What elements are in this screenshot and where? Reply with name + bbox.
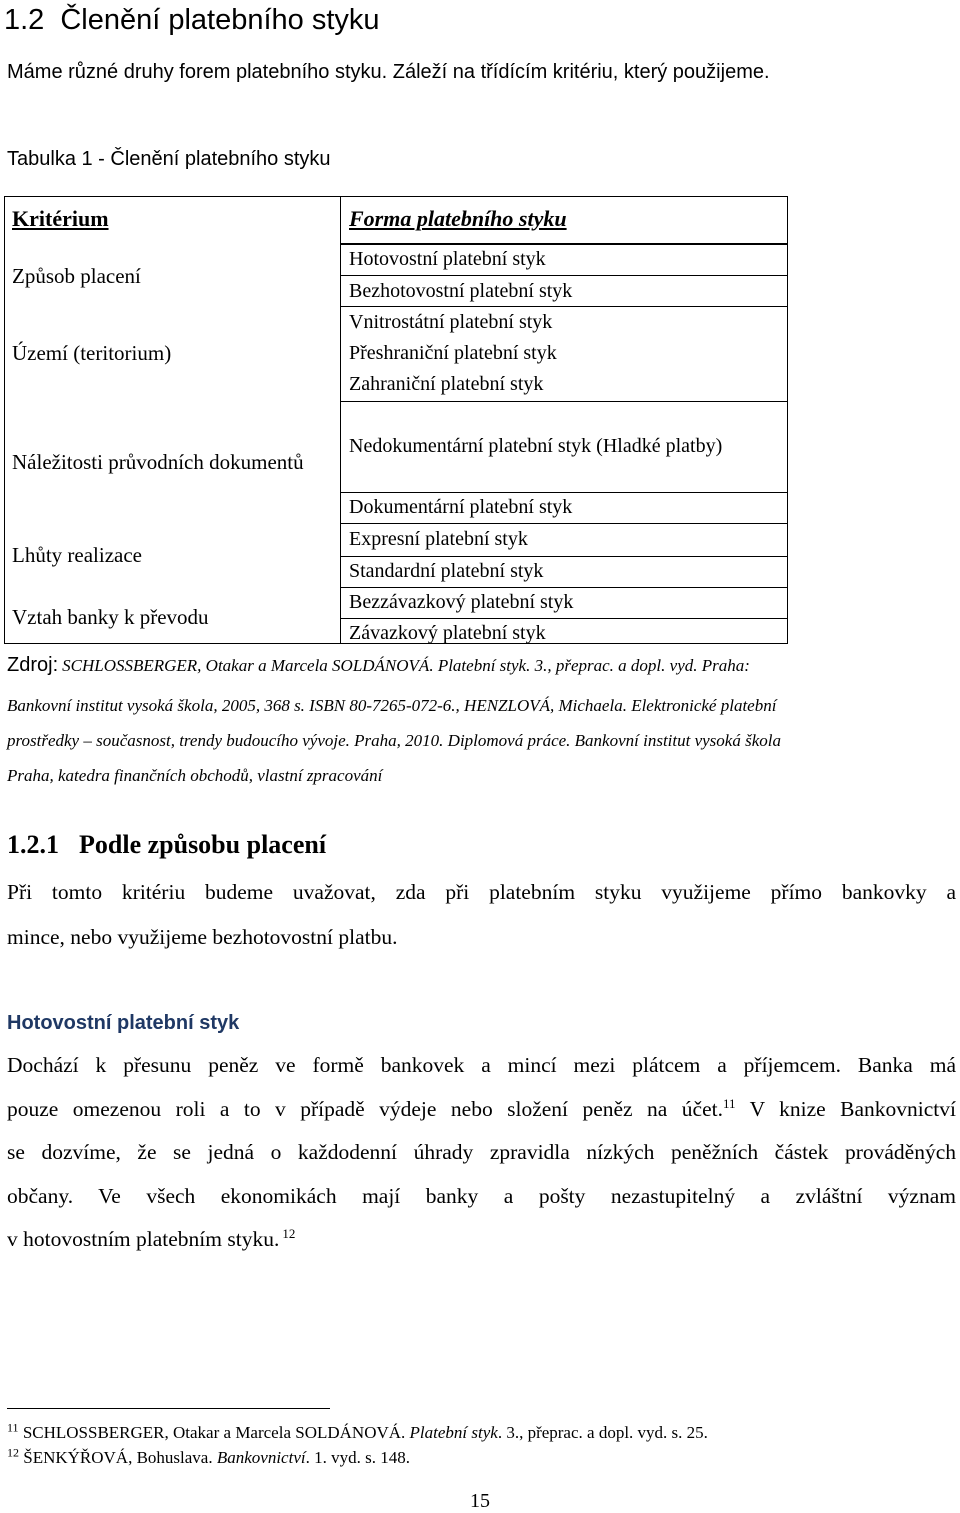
- source-label: Zdroj:: [7, 654, 59, 676]
- criteria-header: Kritérium: [12, 206, 109, 231]
- footnote-ref-11[interactable]: 11: [722, 1095, 736, 1111]
- cash-para-line-5: v hotovostním platebním styku. $^{12}$: [7, 1225, 296, 1251]
- form-bezzavazkovy: Bezzávazkový platební styk: [349, 591, 574, 613]
- section-heading: [4, 4, 380, 37]
- form-bezhotovostni: Bezhotovostní platební styk: [349, 280, 573, 302]
- criterion-uzemi: Území (teritorium): [12, 341, 172, 365]
- source-text-3: prostředky – současnost, trendy budoucího vývoje. Praha, 2010. Diplomová práce. Bankovní institut vysoká škola: [7, 731, 781, 750]
- cash-para-line-1: Dochází k přesunu peněz ve formě bankovek a mincí mezi plátcem a příjemcem. Banka má: [7, 1053, 956, 1077]
- footnote-number: 12: [7, 1445, 19, 1460]
- footnote-11: $^{11}$ SCHLOSSBERGER, Otakar a Marcela SOLDÁNOVÁ. Platební styk. 3., přeprac. a dopl. vyd. s. 25.: [7, 1420, 708, 1442]
- subsection-number: 1.2.1: [7, 830, 59, 859]
- footnote-12: $^{12}$ ŠENKÝŘOVÁ, Bohuslava. Bankovnictví. 1. vyd. s. 148.: [7, 1445, 410, 1467]
- criterion-zpusob-placeni: Způsob placení: [12, 264, 141, 288]
- subsection-title: Podle způsobu placení: [79, 830, 327, 859]
- section-title: Členění platebního styku: [60, 4, 380, 36]
- forms-header: Forma platebního styku: [349, 206, 567, 231]
- section-number: 1.2: [4, 4, 45, 36]
- cash-heading: Hotovostní platební styk: [7, 1012, 240, 1034]
- cash-para-line-4: občany. Ve všech ekonomikách mají banky a pošty nezastupitelný a zvláštní význam: [7, 1184, 956, 1208]
- cash-para-line-2: pouze omezenou roli a to v případě výdeje nebo složení peněz na účet.$^{11}$ V knize Bankovnictví: [7, 1095, 957, 1121]
- footnote-title: Bankovnictví: [216, 1448, 306, 1467]
- footnote-title: Platební styk: [409, 1423, 498, 1442]
- form-zahranicni: Zahraniční platební styk: [349, 373, 544, 395]
- form-vnitrostatni: Vnitrostátní platební styk: [349, 311, 553, 333]
- form-standardni: Standardní platební styk: [349, 560, 544, 582]
- cash-para-line-3: se dozvíme, že se jedná o každodenní úhrady zpravidla nízkých peněžních částek prováděných: [7, 1140, 956, 1164]
- footnote-number: 11: [7, 1420, 19, 1435]
- footnote-ref-12[interactable]: 12: [282, 1225, 296, 1241]
- footnote-separator: [7, 1408, 330, 1409]
- intro-text: Máme různé druhy forem platebního styku. Záleží na třídícím kritériu, který použijeme.: [7, 61, 770, 83]
- form-nedokumentarni: Nedokumentární platební styk (Hladké platby): [349, 435, 723, 457]
- form-preshranicni: Přeshraniční platební styk: [349, 342, 557, 364]
- source-line-1: [7, 654, 955, 677]
- source-text-4: Praha, katedra finančních obchodů, vlastní zpracování: [7, 766, 383, 785]
- page-number: 15: [470, 1490, 490, 1512]
- form-expresni: Expresní platební styk: [349, 528, 528, 550]
- subsection-heading: [7, 830, 326, 860]
- criterion-lhuty: Lhůty realizace: [12, 543, 142, 567]
- source-text-2: Bankovní institut vysoká škola, 2005, 368 s. ISBN 80-7265-072-6., HENZLOVÁ, Michaela. Elektronické platební: [7, 696, 777, 715]
- source-text-1: SCHLOSSBERGER, Otakar a Marcela SOLDÁNOVÁ. Platební styk. 3., přeprac. a dopl. vyd. Praha:: [62, 656, 750, 675]
- table-caption: Tabulka 1 - Členění platebního styku: [7, 148, 331, 170]
- form-hotovostni: Hotovostní platební styk: [349, 248, 546, 270]
- form-zavazkovy: Závazkový platební styk: [349, 622, 546, 644]
- subsection-para-line-2: mince, nebo využijeme bezhotovostní platbu.: [7, 925, 398, 949]
- form-dokumentarni: Dokumentární platební styk: [349, 496, 573, 518]
- subsection-para-line-1: Při tomto kritériu budeme uvažovat, zda při platebním styku využijeme přímo bankovky a: [7, 880, 956, 904]
- criterion-vztah-banky: Vztah banky k převodu: [12, 605, 209, 629]
- criterion-nalezitosti: Náležitosti průvodních dokumentů: [12, 450, 304, 474]
